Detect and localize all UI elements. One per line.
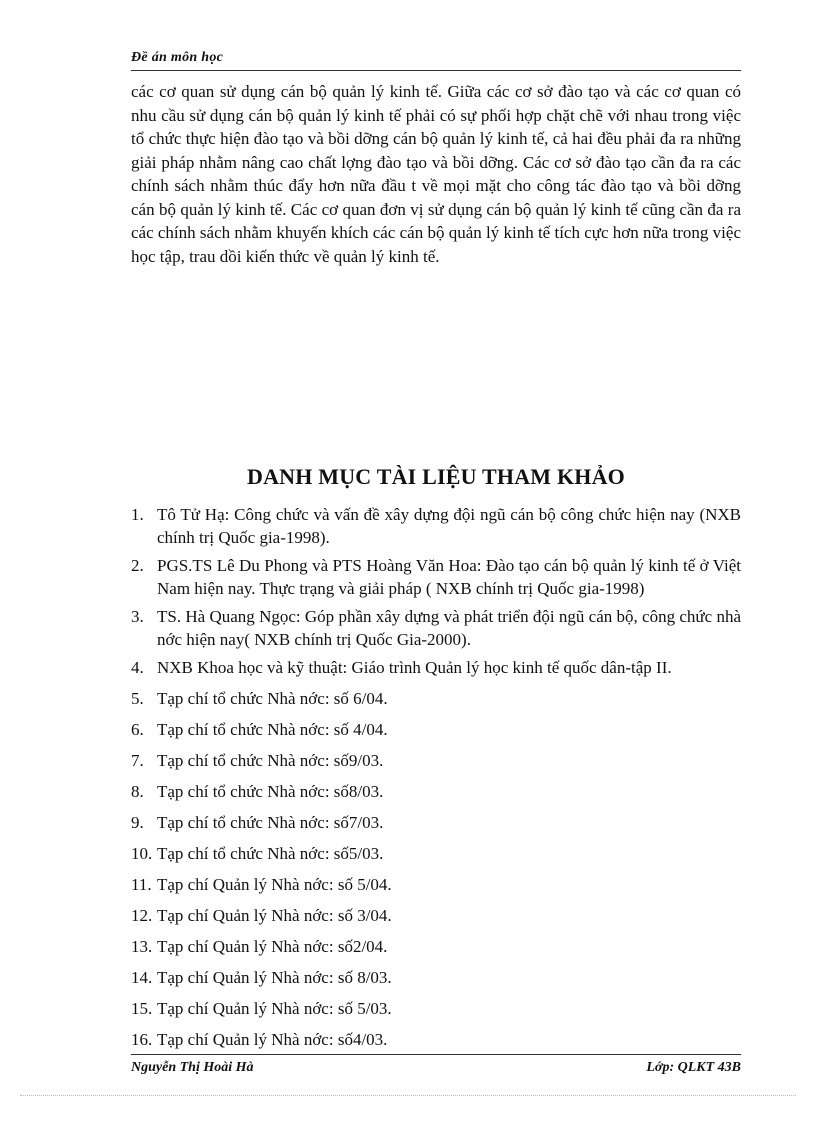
reference-text: PGS.TS Lê Du Phong và PTS Hoàng Văn Hoa: Đào tạo cán bộ quản lý kinh tế ở Việt Nam hiện nay. Thực trạng và giải pháp ( NXB chính trị Quốc gia-1998) [157, 556, 741, 598]
reference-text: NXB Khoa học và kỹ thuật: Giáo trình Quản lý học kinh tế quốc dân-tập II. [157, 658, 672, 677]
references-heading: DANH MỤC TÀI LIỆU THAM KHẢO [246, 464, 625, 489]
reference-item [131, 503, 741, 549]
reference-number: 6. [131, 720, 144, 739]
reference-item [131, 811, 741, 834]
reference-number: 4. [131, 658, 144, 677]
reference-item [131, 904, 741, 927]
reference-text: Tạp chí Quản lý Nhà nớc: số 5/04. [157, 875, 392, 894]
reference-text: Tô Tử Hạ: Công chức và vấn đề xây dựng đội ngũ cán bộ công chức hiện nay (NXB chính trị Quốc gia-1998). [157, 505, 741, 547]
reference-item [131, 935, 741, 958]
page-edge-divider [20, 1095, 796, 1096]
reference-text: Tạp chí Quản lý Nhà nớc: số 8/03. [157, 968, 392, 987]
reference-number: 11. [131, 875, 152, 894]
reference-text: TS. Hà Quang Ngọc: Góp phần xây dựng và phát triển đội ngũ cán bộ, công chức nhà nớc hiện nay( NXB chính trị Quốc Gia-2000). [157, 607, 741, 649]
reference-number: 12. [131, 906, 153, 925]
reference-item [131, 1028, 741, 1051]
reference-text: Tạp chí Quản lý Nhà nớc: số 3/04. [157, 906, 392, 925]
reference-text: Tạp chí tổ chức Nhà nớc: số7/03. [157, 813, 384, 832]
body-paragraph: các cơ quan sử dụng cán bộ quản lý kinh tế. Giữa các cơ sở đào tạo và các cơ quan có nhu cầu sử dụng cán bộ quản lý kinh tế phải có sự phối hợp chặt chẽ với nhau trong việc tổ chức thực hiện đào tạo và bồi dỡng cán bộ quản lý kinh tế, cả hai đều phải đa ra những giải pháp nhằm nâng cao chất lợng đào tạo và bồi dỡng. Các cơ sở đào tạo cần đa ra các chính sách nhằm thúc đẩy hơn nữa đầu t về mọi mặt cho công tác đào tạo và bồi dỡng cán bộ quản lý kinh tế. Các cơ quan đơn vị sử dụng cán bộ quản lý kinh tế cũng cần đa ra các chính sách nhằm khuyến khích các cán bộ quản lý kinh tế tích cực hơn nữa trong việc học tập, trau dồi kiến thức về quản lý kinh tế. [131, 82, 741, 266]
header-title: Đề án môn học [131, 50, 224, 65]
reference-text: Tạp chí Quản lý Nhà nớc: số 5/03. [157, 999, 392, 1018]
footer-class: Lớp: QLKT 43B [646, 1060, 741, 1075]
reference-number: 14. [131, 968, 153, 987]
reference-number: 5. [131, 689, 144, 708]
reference-text: Tạp chí tổ chức Nhà nớc: số9/03. [157, 751, 384, 770]
reference-item [131, 554, 741, 600]
reference-item [131, 718, 741, 741]
reference-number: 2. [131, 556, 144, 575]
reference-item [131, 749, 741, 772]
reference-number: 10. [131, 844, 153, 863]
reference-item [131, 873, 741, 896]
reference-number: 7. [131, 751, 144, 770]
reference-item [131, 842, 741, 865]
reference-number: 3. [131, 607, 144, 626]
reference-list [131, 503, 741, 1051]
reference-number: 8. [131, 782, 144, 801]
reference-text: Tạp chí tổ chức Nhà nớc: số 4/04. [157, 720, 388, 739]
reference-item [131, 997, 741, 1020]
reference-item [131, 656, 741, 679]
reference-number: 9. [131, 813, 144, 832]
page-footer [131, 1054, 741, 1079]
reference-number: 1. [131, 505, 144, 524]
footer-author: Nguyễn Thị Hoài Hà [131, 1060, 254, 1075]
reference-text: Tạp chí tổ chức Nhà nớc: số 6/04. [157, 689, 388, 708]
reference-item [131, 605, 741, 651]
reference-number: 13. [131, 937, 153, 956]
page-header [131, 50, 741, 71]
reference-item [131, 687, 741, 710]
reference-text: Tạp chí tổ chức Nhà nớc: số8/03. [157, 782, 384, 801]
reference-number: 15. [131, 999, 153, 1018]
reference-item [131, 966, 741, 989]
reference-item [131, 780, 741, 803]
reference-text: Tạp chí Quản lý Nhà nớc: số4/03. [157, 1030, 388, 1049]
reference-number: 16. [131, 1030, 153, 1049]
reference-text: Tạp chí tổ chức Nhà nớc: số5/03. [157, 844, 384, 863]
reference-text: Tạp chí Quản lý Nhà nớc: số2/04. [157, 937, 388, 956]
